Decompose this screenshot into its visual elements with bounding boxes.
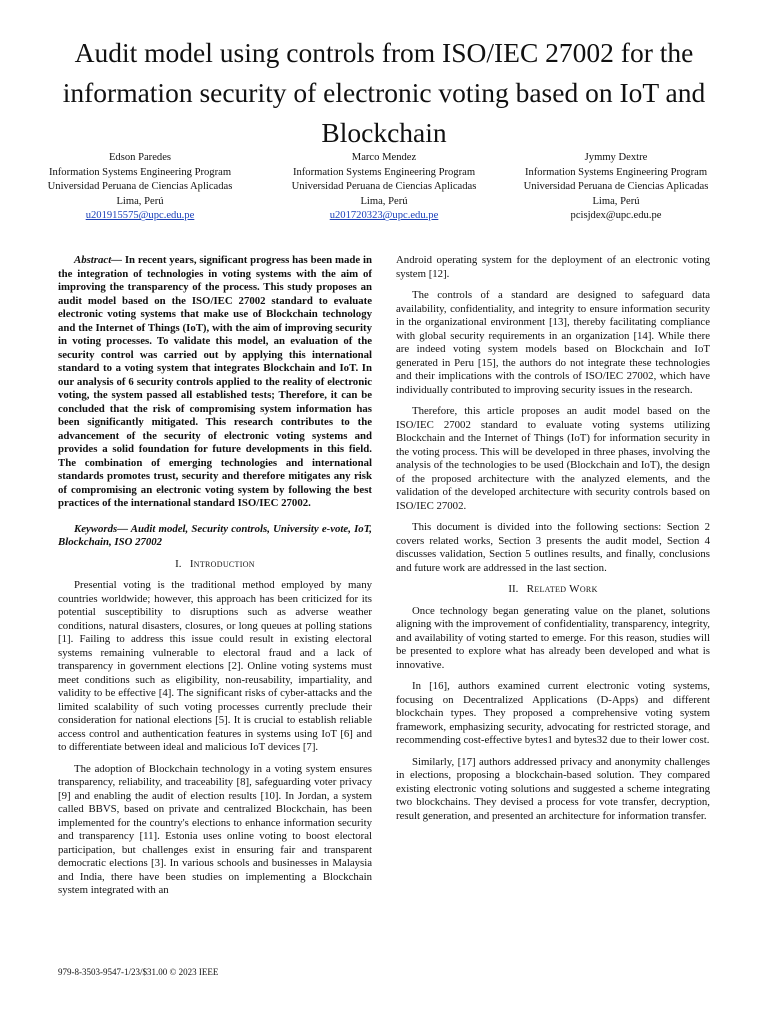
abstract-text: In recent years, significant progress has been made in the integration of technologies in voting systems with the aim of improving the transparency of the process. This study proposes an audit model based on the ISO/IEC 27002 standard to evaluate electronic voting systems that make use of Blockchain technology and the Internet of Things (IoT), with the aim of improving security in voting processes. To validate this model, an evaluation of the security control was carried out by applying this international standard to a voting system that integrates Blockchain and IoT. In our analysis of 6 security controls applied to the reality of electronic voting, the system passed all established tests; Therefore, it can be concluded that the risk of compromising system information has been significantly mitigated. This research contributes to the advancement of the security of electronic voting systems and provides a solid foundation for future developments in this field. The combination of emerging technologies and international standards promotes trust, security and therefore mitigates any risk of compromising an electronic voting system by following the best practices of the international standard ISO/IEC 27002. <box>58 254 372 509</box>
author-block-1 <box>40 151 240 224</box>
right-column <box>396 254 710 823</box>
paragraph: Presential voting is the traditional method employed by many countries worldwide; however, this approach has been criticized for its potential susceptibility to disruptions such as adverse weather conditions, natural disasters, closures, or long queues at polling stations [1]. Failing to address this issue could result in existing electoral systems remaining vulnerable to electoral fraud and a lack of transparency in government elections [2]. Online voting systems must meet conditions such as eligibility, non-reusability, impartiality, and validity to be effective [4]. The significant risks of cyber-attacks and the limited scalability of such voting processes currently preclude their consideration for national elections [5]. It is crucial to establish reliable access control and authentication features in systems using IoT [6] and to differentiate between ideal and malicious IoT devices [7]. <box>58 579 372 753</box>
section-heading-introduction: I. Introduction <box>175 557 255 570</box>
paragraph: The controls of a standard are designed to safeguard data availability, confidentiality, and integrity to ensure information security in the organizational environment [13], thereby facilitating compliance with global security requirements in an organization [14]. While there are indeed voting system models based on Blockchain and IoT generated in Peru [15], the authors do not integrate these technologies and their implications with the controls of ISO/IEC 27002, which have individually contributed to improving security issues in the research. <box>396 289 710 396</box>
author-department: Information Systems Engineering Program <box>524 166 708 178</box>
author-block-2 <box>284 151 484 224</box>
author-university: Universidad Peruana de Ciencias Aplicadas <box>291 181 477 193</box>
paragraph: This document is divided into the following sections: Section 2 covers related works, Section 3 presents the audit model, Section 4 discusses validation, Section 5 outlines results, and finally, conclusions and future work are addressed in the last section. <box>396 521 710 574</box>
paper-title: Audit model using controls from ISO/IEC 27002 for the information security of electronic voting based on IoT and Blockchain <box>62 37 706 148</box>
author-block-3 <box>516 151 716 224</box>
author-department: Information Systems Engineering Program <box>48 166 232 178</box>
copyright-footer: 979-8-3503-9547-1/23/$31.00 © 2023 IEEE <box>58 967 219 977</box>
left-column <box>58 254 372 898</box>
section-heading-related-work: II. Related Work <box>508 583 598 595</box>
author-department: Information Systems Engineering Program <box>292 166 476 178</box>
paragraph: Therefore, this article proposes an audit model based on the ISO/IEC 27002 standard to evaluate voting systems utilizing Blockchain and the Internet of Things (IoT) for information security in the voting process. This will be developed in three phases, involving the analysis of the technologies to be used (Blockchain and IoT), the design of the proposed architecture with the analyzed elements, and the validation of the developed architecture with security controls based on ISO/IEC 27002. <box>396 405 710 512</box>
author-name: Edson Paredes <box>108 152 172 163</box>
author-email: pcisjdex@upc.edu.pe <box>570 210 662 222</box>
abstract-label: Abstract— <box>74 254 122 266</box>
paragraph: The adoption of Blockchain technology in a voting system ensures transparency, reliability, and traceability [8], safeguarding voter privacy [9] and enabling the audit of election results [10]. In Jordan, a system called BBVS, based on private and centralized Blockchain, has been implemented for the country's elections to enhance information security and transparency [11]. Estonia uses online voting to boost electoral participation, but challenges exist in ensuring fair and transparent democratic elections [3]. In various schools and businesses in Malaysia and India, there have been studies on implementing a Blockchain system integrated with an <box>58 762 372 896</box>
author-name: Jymmy Dextre <box>584 152 648 163</box>
author-name: Marco Mendez <box>351 152 417 163</box>
paragraph: In [16], authors examined current electronic voting systems, focusing on Decentralized Applications (D-Apps) and different blockchain types. They proposed a comprehensive voting system framework, emphasizing security, advocating for restricted storage, and recommending cost-effective bytes1 and bytes32 due to their lower cost. <box>396 680 710 746</box>
author-university: Universidad Peruana de Ciencias Aplicadas <box>523 181 709 193</box>
keywords: Keywords— Audit model, Security controls, University e-vote, IoT, Blockchain, ISO 27002 <box>58 522 372 548</box>
author-city: Lima, Perú <box>116 195 164 207</box>
paragraph: Similarly, [17] authors addressed privacy and anonymity challenges in elections, proposing a blockchain-based solution. They compared existing electronic voting solutions and suggested a scheme integrating two blockchains. They devised a process for vote transfer, decryption, result generation, and presented an architecture for information transfer. <box>396 755 710 822</box>
author-city: Lima, Perú <box>360 195 408 207</box>
author-email-link[interactable]: u201720323@upc.edu.pe <box>329 210 439 222</box>
author-university: Universidad Peruana de Ciencias Aplicadas <box>47 181 233 193</box>
abstract <box>58 254 372 511</box>
author-city: Lima, Perú <box>592 195 640 207</box>
author-email-link[interactable]: u201915575@upc.edu.pe <box>85 210 195 222</box>
paragraph: Android operating system for the deployment of an electronic voting system [12]. <box>396 254 710 280</box>
paragraph: Once technology began generating value on the planet, solutions aligning with the improvement of confidentiality, transparency, integrity, and availability of voting started to emerge. For this reason, studies will be presented to explore what has already been developed and what is innovative. <box>396 604 710 671</box>
